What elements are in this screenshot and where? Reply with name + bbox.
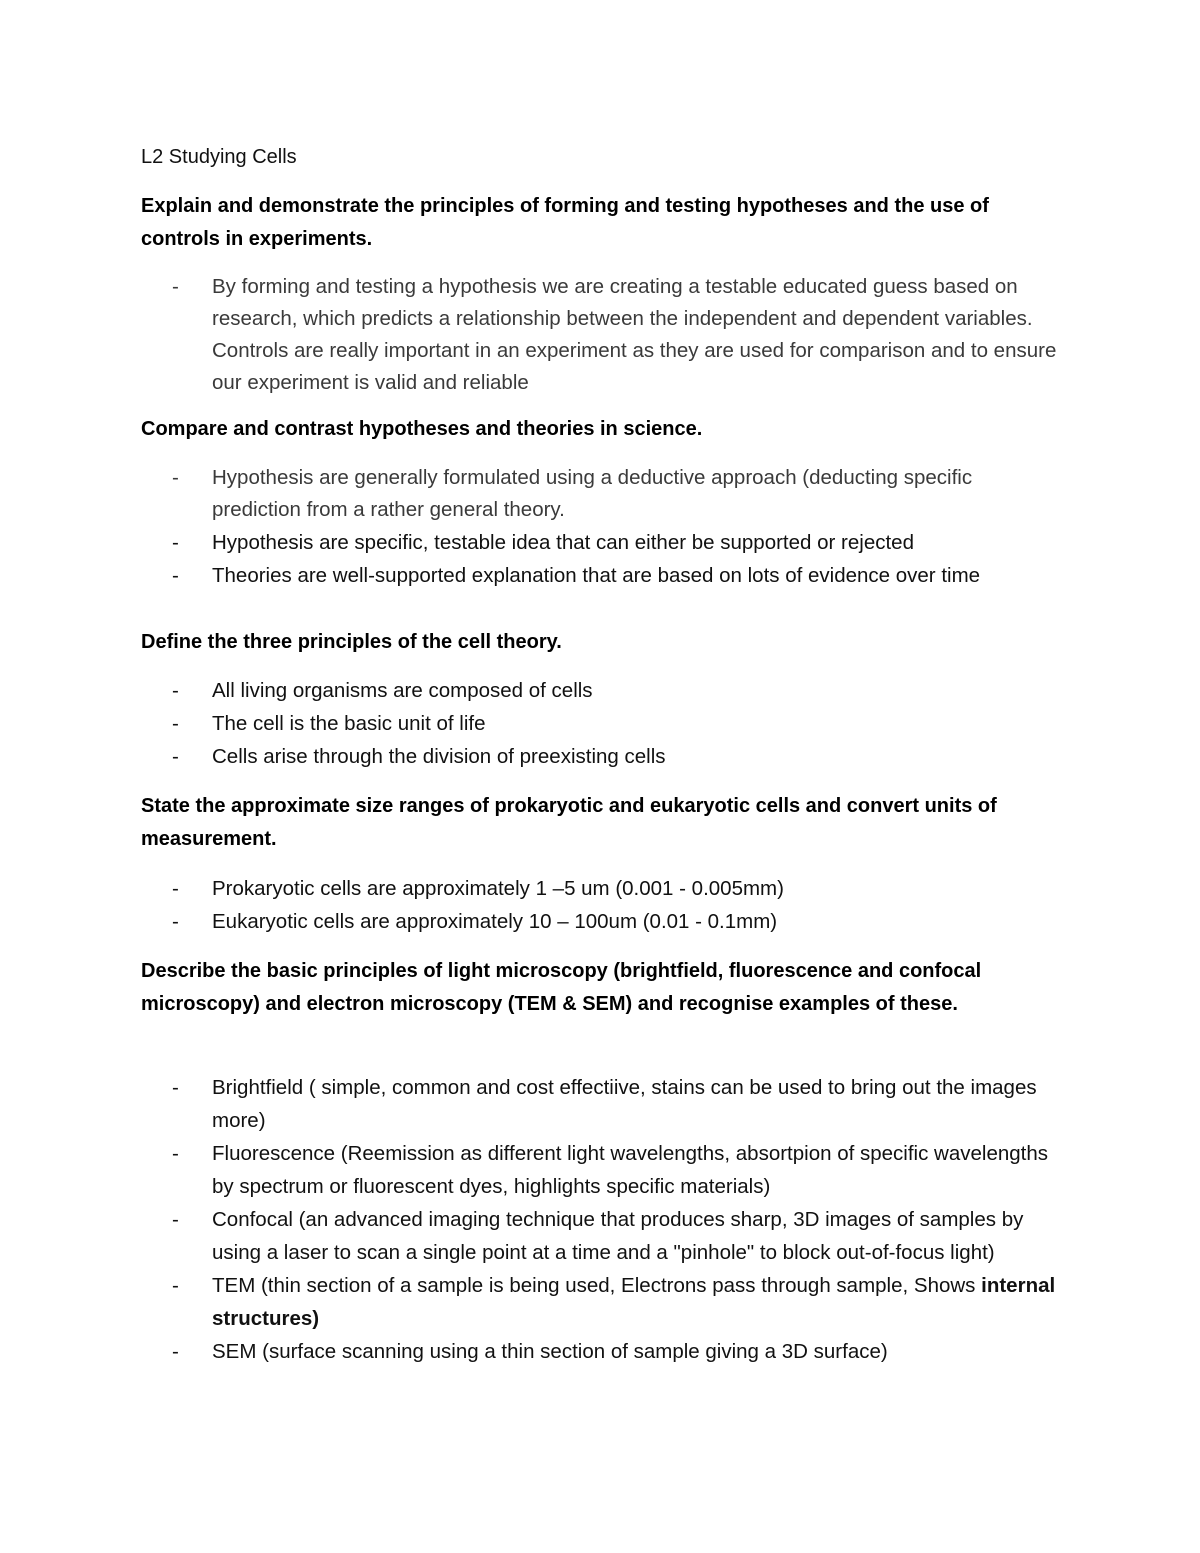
list-item <box>172 462 1062 526</box>
section-heading-microscopy: Describe the basic principles of light microscopy (brightfield, fluorescence and confocal microscopy) and electron microscopy (TEM & SEM) and recognise examples of these. <box>141 960 982 1015</box>
bullet-dash: - <box>172 275 179 298</box>
list-item <box>172 1335 1062 1368</box>
bullet-dash: - <box>172 564 179 587</box>
list-item <box>172 740 1062 773</box>
list-item <box>172 1071 1062 1137</box>
section-heading-hypotheses-theories: Compare and contrast hypotheses and theories in science. <box>141 418 703 440</box>
document-title: L2 Studying Cells <box>141 146 297 168</box>
bullet-dash: - <box>172 1340 179 1363</box>
list-item-text: Eukaryotic cells are approximately 10 – 100um (0.01 - 0.1mm) <box>212 910 778 933</box>
list-item <box>172 1137 1062 1203</box>
bullet-dash: - <box>172 1076 179 1099</box>
bullet-dash: - <box>172 745 179 768</box>
list-item <box>172 1203 1062 1269</box>
bullet-dash: - <box>172 1274 179 1297</box>
list-item <box>172 674 1062 707</box>
list-item-text: SEM (surface scanning using a thin section of sample giving a 3D surface) <box>212 1340 888 1363</box>
list-item-text: By forming and testing a hypothesis we are creating a testable educated guess based on research, which predicts a relationship between the independent and dependent variables. Controls are really important in an experiment as they are used for comparison and to ensure our experiment is valid and reliable <box>212 275 1057 394</box>
list-item-text: Brightfield ( simple, common and cost effectiive, stains can be used to bring out the images more) <box>212 1076 1037 1132</box>
list-item <box>172 1269 1062 1335</box>
list-item-text: The cell is the basic unit of life <box>212 712 486 735</box>
bullet-dash: - <box>172 910 179 933</box>
bullet-dash: - <box>172 466 179 489</box>
list-item <box>172 872 1062 905</box>
list-item-text: Cells arise through the division of preexisting cells <box>212 745 666 768</box>
list-item-text: All living organisms are composed of cells <box>212 679 593 702</box>
list-item-text: Fluorescence (Reemission as different light wavelengths, absortpion of specific wavelengths by spectrum or fluorescent dyes, highlights specific materials) <box>212 1142 1049 1198</box>
list-item-text: Theories are well-supported explanation that are based on lots of evidence over time <box>212 564 981 587</box>
list-item-text: Hypothesis are generally formulated using a deductive approach (deducting specific prediction from a rather general theory. <box>212 466 973 521</box>
section-list-hypotheses-theories <box>172 462 1062 592</box>
section-heading-cell-theory: Define the three principles of the cell theory. <box>141 631 562 653</box>
list-item-text: Prokaryotic cells are approximately 1 –5 um (0.001 - 0.005mm) <box>212 877 784 900</box>
list-item-bold-text: internal structures) <box>212 1274 1056 1330</box>
list-item-text: Hypothesis are specific, testable idea that can either be supported or rejected <box>212 531 914 554</box>
section-list-cell-sizes <box>172 872 1062 938</box>
bullet-dash: - <box>172 877 179 900</box>
bullet-dash: - <box>172 531 179 554</box>
list-item-text: TEM (thin section of a sample is being used, Electrons pass through sample, Shows <box>212 1274 982 1297</box>
bullet-dash: - <box>172 1208 179 1231</box>
list-item <box>172 905 1062 938</box>
section-list-hypotheses-controls <box>172 271 1062 399</box>
section-heading-cell-sizes: State the approximate size ranges of prokaryotic and eukaryotic cells and convert units of measurement. <box>141 795 997 850</box>
list-item <box>172 707 1062 740</box>
section-heading-hypotheses-controls: Explain and demonstrate the principles of forming and testing hypotheses and the use of controls in experiments. <box>141 195 989 250</box>
bullet-dash: - <box>172 712 179 735</box>
section-list-cell-theory <box>172 674 1062 773</box>
list-item <box>172 526 1062 559</box>
list-item <box>172 559 1062 592</box>
section-list-microscopy <box>172 1071 1062 1368</box>
list-item-text: Confocal (an advanced imaging technique that produces sharp, 3D images of samples by using a laser to scan a single point at a time and a "pinhole" to block out-of-focus light) <box>212 1208 1024 1264</box>
bullet-dash: - <box>172 1142 179 1165</box>
bullet-dash: - <box>172 679 179 702</box>
list-item <box>172 271 1062 399</box>
